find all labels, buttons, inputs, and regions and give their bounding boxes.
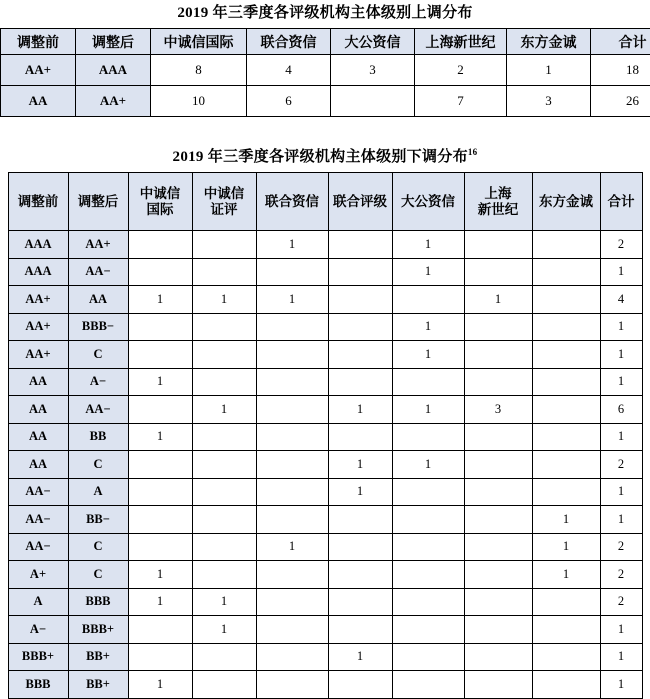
row-total-cell: 26 bbox=[591, 86, 650, 117]
count-cell: 2 bbox=[415, 55, 507, 86]
col-header-line: 新世纪 bbox=[466, 202, 531, 218]
table-row bbox=[8, 396, 642, 424]
count-cell bbox=[328, 341, 392, 369]
table-row bbox=[8, 506, 642, 534]
count-cell: 1 bbox=[392, 258, 464, 286]
col-header-ccxi bbox=[128, 173, 192, 231]
count-cell bbox=[192, 423, 256, 451]
count-cell bbox=[392, 588, 464, 616]
row-total-cell: 1 bbox=[600, 616, 642, 644]
count-cell bbox=[256, 341, 328, 369]
count-cell bbox=[128, 313, 192, 341]
count-cell bbox=[256, 478, 328, 506]
row-total-cell: 4 bbox=[600, 286, 642, 314]
count-cell: 1 bbox=[128, 671, 192, 699]
rating-after-cell: BBB+ bbox=[68, 616, 128, 644]
table-row bbox=[8, 451, 642, 479]
count-cell bbox=[464, 313, 532, 341]
count-cell bbox=[192, 313, 256, 341]
count-cell: 3 bbox=[464, 396, 532, 424]
rating-after-cell: AA bbox=[68, 286, 128, 314]
count-cell bbox=[256, 313, 328, 341]
count-cell: 1 bbox=[532, 533, 600, 561]
table-row bbox=[8, 478, 642, 506]
rating-before-cell: AA+ bbox=[8, 286, 68, 314]
count-cell bbox=[464, 478, 532, 506]
count-cell bbox=[464, 451, 532, 479]
count-cell bbox=[192, 341, 256, 369]
row-total-cell: 2 bbox=[600, 533, 642, 561]
count-cell: 7 bbox=[415, 86, 507, 117]
count-cell bbox=[532, 313, 600, 341]
table-row bbox=[8, 588, 642, 616]
count-cell bbox=[128, 533, 192, 561]
count-cell bbox=[532, 258, 600, 286]
col-header-line: 调整后 bbox=[70, 194, 127, 210]
count-cell bbox=[392, 561, 464, 589]
table-row bbox=[8, 258, 642, 286]
col-header-before: 调整前 bbox=[1, 29, 76, 55]
count-cell bbox=[192, 671, 256, 699]
count-cell bbox=[532, 341, 600, 369]
count-cell: 1 bbox=[328, 643, 392, 671]
count-cell: 1 bbox=[128, 588, 192, 616]
count-cell bbox=[328, 671, 392, 699]
rating-after-cell: BBB bbox=[68, 588, 128, 616]
count-cell: 1 bbox=[464, 286, 532, 314]
count-cell: 1 bbox=[192, 616, 256, 644]
table-row bbox=[8, 286, 642, 314]
count-cell bbox=[256, 561, 328, 589]
table-row bbox=[1, 55, 650, 86]
col-header-before bbox=[8, 173, 68, 231]
col-header-lianhe-pingji bbox=[328, 173, 392, 231]
count-cell bbox=[464, 341, 532, 369]
count-cell bbox=[256, 258, 328, 286]
count-cell: 1 bbox=[128, 368, 192, 396]
col-header-line: 中诚信 bbox=[130, 186, 191, 202]
count-cell: 1 bbox=[192, 286, 256, 314]
col-header-line: 大公资信 bbox=[394, 194, 463, 210]
count-cell bbox=[331, 86, 415, 117]
count-cell bbox=[464, 671, 532, 699]
count-cell bbox=[328, 313, 392, 341]
rating-after-cell: BB+ bbox=[68, 671, 128, 699]
rating-after-cell: AA− bbox=[68, 396, 128, 424]
table-row bbox=[8, 423, 642, 451]
col-header-line: 调整前 bbox=[10, 194, 67, 210]
count-cell: 10 bbox=[151, 86, 247, 117]
count-cell bbox=[464, 588, 532, 616]
rating-before-cell: AA+ bbox=[8, 341, 68, 369]
row-total-cell: 1 bbox=[600, 478, 642, 506]
count-cell bbox=[392, 533, 464, 561]
count-cell bbox=[392, 368, 464, 396]
table-row bbox=[8, 643, 642, 671]
rating-before-cell: BBB bbox=[8, 671, 68, 699]
rating-after-cell: C bbox=[68, 533, 128, 561]
count-cell bbox=[464, 616, 532, 644]
rating-after-cell: A bbox=[68, 478, 128, 506]
count-cell bbox=[464, 231, 532, 259]
count-cell bbox=[392, 616, 464, 644]
count-cell bbox=[256, 396, 328, 424]
count-cell: 1 bbox=[256, 286, 328, 314]
table-row bbox=[8, 671, 642, 699]
document-page bbox=[0, 4, 650, 664]
rating-after-cell: AA− bbox=[68, 258, 128, 286]
rating-after-cell: BB bbox=[68, 423, 128, 451]
rating-before-cell: AA− bbox=[8, 478, 68, 506]
rating-after-cell: A− bbox=[68, 368, 128, 396]
count-cell bbox=[392, 423, 464, 451]
count-cell bbox=[532, 643, 600, 671]
count-cell bbox=[532, 616, 600, 644]
count-cell bbox=[328, 368, 392, 396]
col-header-line: 合计 bbox=[602, 194, 641, 210]
upgrade-table-section bbox=[0, 4, 650, 117]
col-header-ccxi: 中诚信国际 bbox=[151, 29, 247, 55]
table-row bbox=[8, 533, 642, 561]
count-cell bbox=[328, 231, 392, 259]
col-header-shanghai-brilliance: 上海新世纪 bbox=[415, 29, 507, 55]
count-cell bbox=[256, 588, 328, 616]
count-cell bbox=[464, 506, 532, 534]
count-cell: 1 bbox=[392, 341, 464, 369]
count-cell: 1 bbox=[128, 286, 192, 314]
table-row bbox=[8, 368, 642, 396]
row-total-cell: 1 bbox=[600, 341, 642, 369]
col-header-dagong bbox=[392, 173, 464, 231]
count-cell bbox=[128, 396, 192, 424]
count-cell bbox=[532, 423, 600, 451]
rating-after-cell: BB+ bbox=[68, 643, 128, 671]
col-header-after bbox=[68, 173, 128, 231]
count-cell: 1 bbox=[392, 313, 464, 341]
count-cell bbox=[328, 506, 392, 534]
count-cell bbox=[192, 451, 256, 479]
row-total-cell: 18 bbox=[591, 55, 650, 86]
rating-before-cell: A bbox=[8, 588, 68, 616]
table-row bbox=[8, 561, 642, 589]
col-header-total bbox=[600, 173, 642, 231]
table-row bbox=[8, 341, 642, 369]
count-cell: 1 bbox=[256, 533, 328, 561]
row-total-cell: 2 bbox=[600, 588, 642, 616]
table-row bbox=[8, 616, 642, 644]
downgrade-table-title-text: 2019 年三季度各评级机构主体级别下调分布 bbox=[173, 149, 468, 165]
count-cell bbox=[192, 478, 256, 506]
count-cell bbox=[256, 451, 328, 479]
rating-after-cell: BB− bbox=[68, 506, 128, 534]
count-cell bbox=[192, 368, 256, 396]
col-header-line: 证评 bbox=[194, 202, 255, 218]
count-cell bbox=[392, 671, 464, 699]
count-cell: 3 bbox=[331, 55, 415, 86]
count-cell bbox=[464, 533, 532, 561]
rating-before-cell: AA bbox=[8, 451, 68, 479]
count-cell: 8 bbox=[151, 55, 247, 86]
upgrade-distribution-table bbox=[0, 28, 650, 117]
row-total-cell: 2 bbox=[600, 231, 642, 259]
count-cell: 1 bbox=[328, 478, 392, 506]
count-cell: 1 bbox=[392, 396, 464, 424]
count-cell bbox=[464, 643, 532, 671]
count-cell bbox=[532, 671, 600, 699]
count-cell bbox=[256, 671, 328, 699]
count-cell bbox=[532, 396, 600, 424]
rating-after-cell: AAA bbox=[76, 55, 151, 86]
count-cell bbox=[128, 231, 192, 259]
count-cell bbox=[464, 561, 532, 589]
count-cell bbox=[328, 533, 392, 561]
upgrade-table-header-row bbox=[1, 29, 650, 55]
count-cell bbox=[328, 616, 392, 644]
count-cell: 1 bbox=[128, 423, 192, 451]
rating-after-cell: AA+ bbox=[68, 231, 128, 259]
count-cell bbox=[192, 561, 256, 589]
count-cell bbox=[256, 368, 328, 396]
count-cell bbox=[532, 451, 600, 479]
count-cell bbox=[256, 506, 328, 534]
count-cell: 1 bbox=[128, 561, 192, 589]
col-header-golden-credit bbox=[532, 173, 600, 231]
col-header-line: 联合评级 bbox=[330, 194, 391, 210]
downgrade-title-footnote-marker: 16 bbox=[468, 147, 478, 157]
table-row bbox=[1, 86, 650, 117]
downgrade-distribution-table bbox=[8, 172, 643, 699]
count-cell bbox=[328, 286, 392, 314]
count-cell bbox=[128, 616, 192, 644]
count-cell bbox=[328, 423, 392, 451]
col-header-golden-credit: 东方金诚 bbox=[507, 29, 591, 55]
count-cell bbox=[128, 451, 192, 479]
count-cell bbox=[128, 478, 192, 506]
count-cell bbox=[128, 341, 192, 369]
count-cell bbox=[464, 423, 532, 451]
count-cell bbox=[128, 506, 192, 534]
count-cell bbox=[192, 506, 256, 534]
row-total-cell: 1 bbox=[600, 671, 642, 699]
downgrade-table-section bbox=[0, 147, 650, 699]
count-cell bbox=[532, 588, 600, 616]
rating-after-cell: BBB− bbox=[68, 313, 128, 341]
rating-before-cell: BBB+ bbox=[8, 643, 68, 671]
col-header-after: 调整后 bbox=[76, 29, 151, 55]
col-header-lianhe-zixin: 联合资信 bbox=[247, 29, 331, 55]
count-cell bbox=[192, 231, 256, 259]
count-cell bbox=[392, 643, 464, 671]
row-total-cell: 1 bbox=[600, 643, 642, 671]
count-cell bbox=[192, 258, 256, 286]
count-cell: 6 bbox=[247, 86, 331, 117]
count-cell bbox=[392, 478, 464, 506]
count-cell bbox=[328, 588, 392, 616]
col-header-line: 国际 bbox=[130, 202, 191, 218]
count-cell bbox=[192, 533, 256, 561]
row-total-cell: 1 bbox=[600, 423, 642, 451]
count-cell bbox=[128, 258, 192, 286]
col-header-line: 联合资信 bbox=[258, 194, 327, 210]
row-total-cell: 1 bbox=[600, 368, 642, 396]
rating-before-cell: A− bbox=[8, 616, 68, 644]
rating-before-cell: A+ bbox=[8, 561, 68, 589]
count-cell bbox=[532, 231, 600, 259]
count-cell: 1 bbox=[192, 396, 256, 424]
table-row bbox=[8, 313, 642, 341]
row-total-cell: 2 bbox=[600, 451, 642, 479]
rating-before-cell: AA+ bbox=[1, 55, 76, 86]
row-total-cell: 2 bbox=[600, 561, 642, 589]
count-cell bbox=[256, 616, 328, 644]
count-cell bbox=[328, 561, 392, 589]
col-header-line: 中诚信 bbox=[194, 186, 255, 202]
rating-after-cell: C bbox=[68, 561, 128, 589]
col-header-total: 合计 bbox=[591, 29, 650, 55]
rating-before-cell: AA bbox=[8, 396, 68, 424]
count-cell: 1 bbox=[392, 231, 464, 259]
count-cell bbox=[328, 258, 392, 286]
rating-before-cell: AAA bbox=[8, 231, 68, 259]
rating-before-cell: AAA bbox=[8, 258, 68, 286]
rating-after-cell: C bbox=[68, 341, 128, 369]
count-cell bbox=[532, 286, 600, 314]
row-total-cell: 6 bbox=[600, 396, 642, 424]
downgrade-table-header-row bbox=[8, 173, 642, 231]
col-header-shanghai-brilliance bbox=[464, 173, 532, 231]
row-total-cell: 1 bbox=[600, 313, 642, 341]
row-total-cell: 1 bbox=[600, 506, 642, 534]
count-cell: 1 bbox=[507, 55, 591, 86]
col-header-line: 上海 bbox=[466, 186, 531, 202]
downgrade-table-title bbox=[0, 147, 650, 166]
count-cell: 3 bbox=[507, 86, 591, 117]
rating-before-cell: AA+ bbox=[8, 313, 68, 341]
count-cell bbox=[256, 423, 328, 451]
rating-before-cell: AA bbox=[8, 368, 68, 396]
rating-after-cell: AA+ bbox=[76, 86, 151, 117]
col-header-lianhe-zixin bbox=[256, 173, 328, 231]
col-header-ccx-securities bbox=[192, 173, 256, 231]
row-total-cell: 1 bbox=[600, 258, 642, 286]
count-cell bbox=[256, 643, 328, 671]
count-cell bbox=[532, 368, 600, 396]
count-cell bbox=[392, 286, 464, 314]
count-cell bbox=[464, 368, 532, 396]
col-header-line: 东方金诚 bbox=[534, 194, 599, 210]
rating-after-cell: C bbox=[68, 451, 128, 479]
col-header-dagong: 大公资信 bbox=[331, 29, 415, 55]
rating-before-cell: AA− bbox=[8, 506, 68, 534]
count-cell: 1 bbox=[532, 561, 600, 589]
count-cell: 1 bbox=[392, 451, 464, 479]
count-cell bbox=[392, 506, 464, 534]
rating-before-cell: AA bbox=[1, 86, 76, 117]
rating-before-cell: AA bbox=[8, 423, 68, 451]
count-cell bbox=[192, 643, 256, 671]
count-cell: 1 bbox=[256, 231, 328, 259]
count-cell bbox=[128, 643, 192, 671]
count-cell: 1 bbox=[328, 396, 392, 424]
rating-before-cell: AA− bbox=[8, 533, 68, 561]
count-cell bbox=[464, 258, 532, 286]
count-cell: 4 bbox=[247, 55, 331, 86]
upgrade-table-title: 2019 年三季度各评级机构主体级别上调分布 bbox=[0, 4, 650, 22]
table-row bbox=[8, 231, 642, 259]
count-cell: 1 bbox=[532, 506, 600, 534]
count-cell: 1 bbox=[328, 451, 392, 479]
count-cell: 1 bbox=[192, 588, 256, 616]
count-cell bbox=[532, 478, 600, 506]
